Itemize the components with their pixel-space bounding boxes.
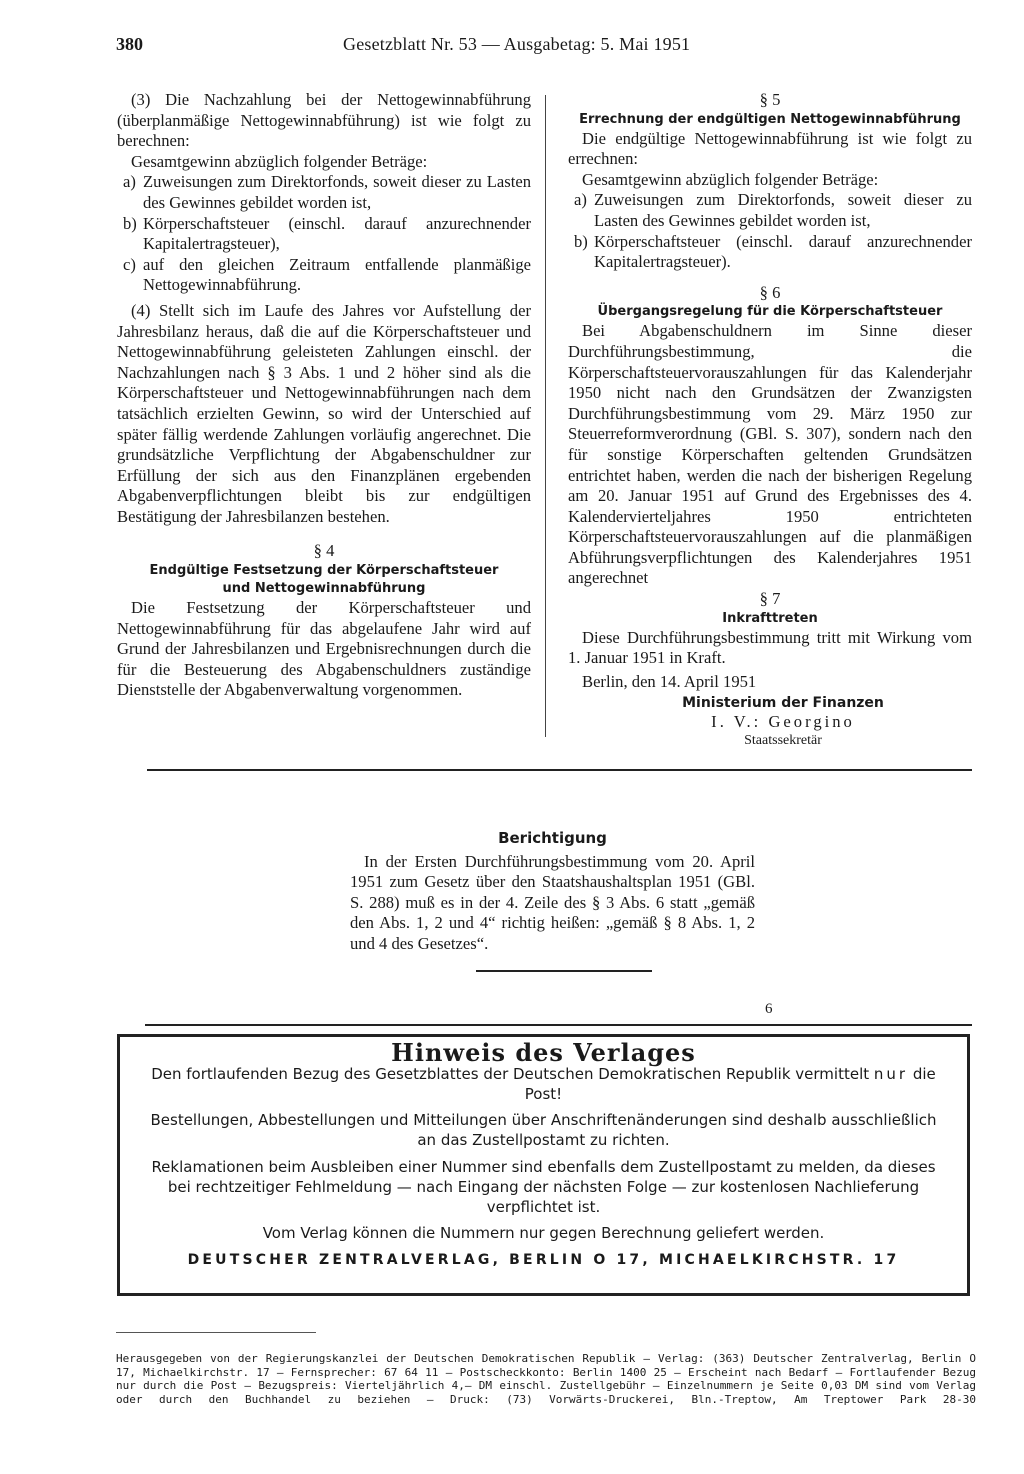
signatory-name: I. V.: Georgino [711, 712, 855, 732]
paragraph-4: (4) Stellt sich im Laufe des Jahres vor Aufstellung der Jahresbilanz heraus, daß die auf die Körperschaftsteuer und Nettogewinnabführung geleisteten Zahlungen einschl. der Nachzahlungen nach § 3 Abs. 1 und 2 höher sind als die Körperschaftsteuer und Nettogewinnabführungen nach dem tatsächlich erzielten Gewinn, so wird der Unterschied auf später fällig werdende Zahlungen vorläufig angerechnet. Die grundsätzliche Verpflichtung der Abgabenschuldner zur Erfüllung der sich aus den Finanzplänen ergebenden Abgabenverpflichtungen bleibt bis zur endgültigen Bestätigung der Jahresbilanzen bestehen. [117, 300, 531, 526]
list-item [568, 232, 972, 273]
list-marker: b) [574, 231, 588, 251]
ministry-name: Ministerium der Finanzen [682, 695, 884, 712]
list-text: Zuweisungen zum Direktorfonds, soweit dieser zu Lasten des Gewinnes gebildet worden ist, [594, 190, 972, 230]
stray-mark: 6 [765, 1001, 773, 1017]
section-6-number: § 6 [759, 282, 781, 302]
notice-emphasis: nur [873, 1064, 909, 1083]
list-marker: b) [123, 213, 137, 233]
notice-title: Hinweis des Verlages [391, 1038, 696, 1067]
section-6-title: Übergangsregelung für die Körperschaftsteuer [597, 304, 943, 320]
list-text: Körperschaftsteuer (einschl. darauf anzurechnender Kapitalertragsteuer). [594, 231, 972, 272]
footer-rule [116, 1332, 316, 1333]
list-marker: a) [574, 190, 587, 210]
notice-paragraph-1 [150, 1065, 937, 1105]
section-divider-rule [147, 769, 972, 771]
short-divider-rule [476, 970, 652, 972]
section-4-title-line-1: Endgültige Festsetzung der Körperschaftsteuer [149, 563, 499, 579]
publisher-notice-box [117, 1034, 970, 1296]
page-number: 380 [116, 34, 143, 54]
box-top-rule [145, 1024, 972, 1026]
list-text: Zuweisungen zum Direktorfonds, soweit dieser zu Lasten des Gewinnes gebildet worden ist, [143, 172, 531, 212]
paragraph-3-lead: Gesamtgewinn abzüglich folgender Beträge: [131, 151, 428, 171]
list-item [117, 172, 531, 213]
notice-paragraph-3: Reklamationen beim Ausbleiben einer Nummer sind ebenfalls dem Zustellpostamt zu melden, da dieses bei rechtzeitiger Fehlmeldung — nach Eingang der nächsten Folge — zur kostenlosen Nachlieferung verpflichtet ist. [151, 1157, 936, 1216]
correction-notice [350, 828, 755, 954]
page-header [116, 34, 972, 60]
notice-paragraph-2: Bestellungen, Abbestellungen und Mitteilungen über Anschriftenänderungen sind deshalb ausschließlich an das Zustellpostamt zu richten. [150, 1111, 937, 1150]
list-item [117, 255, 531, 296]
column-divider [545, 95, 546, 737]
notice-paragraph-4: Vom Verlag können die Nummern nur gegen Berechnung geliefert werden. [262, 1224, 825, 1243]
section-5-number: § 5 [759, 90, 781, 109]
notice-paragraph-1-start: Den fortlaufenden Bezug des Gesetzblattes der Deutschen Demokratischen Republik vermittelt [151, 1064, 874, 1083]
notice-paragraph-1-end: die Post! [524, 1064, 936, 1103]
section-4-title-line-2: und Nettogewinnabführung [222, 581, 426, 597]
section-5-title: Errechnung der endgültigen Nettogewinnabführung [579, 111, 961, 127]
section-4-number: § 4 [313, 541, 335, 561]
left-column [117, 90, 531, 701]
list-marker: a) [123, 172, 136, 192]
running-head: Gesetzblatt Nr. 53 — Ausgabetag: 5. Mai 1951 [343, 34, 691, 54]
notice-publisher: DEUTSCHER ZENTRALVERLAG, BERLIN O 17, MICHAELKIRCHSTR. 17 [187, 1252, 900, 1269]
section-5-lead: Gesamtgewinn abzüglich folgender Beträge: [582, 169, 879, 189]
section-5-intro: Die endgültige Nettogewinnabführung ist wie folgt zu errechnen: [568, 128, 972, 169]
section-7-text: Diese Durchführungsbestimmung tritt mit Wirkung vom 1. Januar 1951 in Kraft. [568, 627, 972, 668]
imprint-footer: Herausgegeben von der Regierungskanzlei der Deutschen Demokratischen Republik — Verlag: (363) Deutscher Zentralverlag, Berlin O 17, Michaelkirchstr. 17 — Fernsprecher: 67 64 11 — Postscheckkonto: Berlin 1400 25 — Erscheint nach Bedarf — Fortlaufender Bezug nur durch die Post — Bezugspreis: Vierteljährlich 4,— DM einschl. Zustellgebühr — Einzelnummern je Seite 0,03 DM sind vom Verlag oder durch den Buchhandel zu beziehen — Druck: (73) Vorwärts-Druckerei, Bln.-Treptow, Am Treptower Park 28-30 [116, 1352, 976, 1406]
correction-title: Berichtigung [498, 829, 607, 847]
place-date: Berlin, den 14. April 1951 [582, 671, 757, 691]
section-4-text: Die Festsetzung der Körperschaftsteuer und Nettogewinnabführung für das abgelaufene Jahr wird auf Grund der Jahresbilanzen und Ergebnisrechnungen durch die für die Besteuerung des Abgabenschuldners zuständige Dienststelle der Abgabenverwaltung vorgenommen. [117, 598, 531, 700]
correction-text: In der Ersten Durchführungsbestimmung vom 20. April 1951 zum Gesetz über den Staatshaushaltsplan 1951 (GBl. S. 288) muß es in der 4. Zeile des § 3 Abs. 6 statt „gemäß den Abs. 1, 2 und 4“ richtig heißen: „gemäß § 8 Abs. 1, 2 und 4 des Gesetzes“. [350, 851, 755, 953]
right-column [568, 90, 972, 749]
signatory-role: Staatssekretär [744, 733, 822, 749]
signature-block [668, 694, 898, 749]
list-text: auf den gleichen Zeitraum entfallende planmäßige Nettogewinnabführung. [143, 254, 531, 295]
list-item [117, 214, 531, 255]
section-7-number: § 7 [759, 589, 781, 609]
list-marker: c) [123, 254, 136, 274]
paragraph-3-intro: (3) Die Nachzahlung bei der Nettogewinnabführung (überplanmäßige Nettogewinnabführung) ist wie folgt zu berechnen: [117, 90, 531, 151]
list-text: Körperschaftsteuer (einschl. darauf anzurechnender Kapitalertragsteuer), [143, 213, 531, 254]
list-item [568, 190, 972, 231]
section-7-title: Inkrafttreten [722, 610, 818, 626]
section-6-text: Bei Abgabenschuldnern im Sinne dieser Durchführungsbestimmung, die Körperschaftsteuervorauszahlungen für das Kalenderjahr 1950 nicht nach den Grundsätzen der Zwanzigsten Durchführungsbestimmung vom 29. März 1950 zur Steuerreformverordnung (GBl. S. 307), sondern nach den für sonstige Körperschaften geltenden Grundsätzen entrichtet haben, werden die nach der bisherigen Regelung am 20. Januar 1951 auf Grund des Ergebnisses des 4. Kalendervierteljahres 1950 entrichteten Körperschaftsteuervorauszahlungen auf die planmäßigen Abführungsverpflichtungen des Kalenderjahres 1951 angerechnet [568, 321, 972, 588]
